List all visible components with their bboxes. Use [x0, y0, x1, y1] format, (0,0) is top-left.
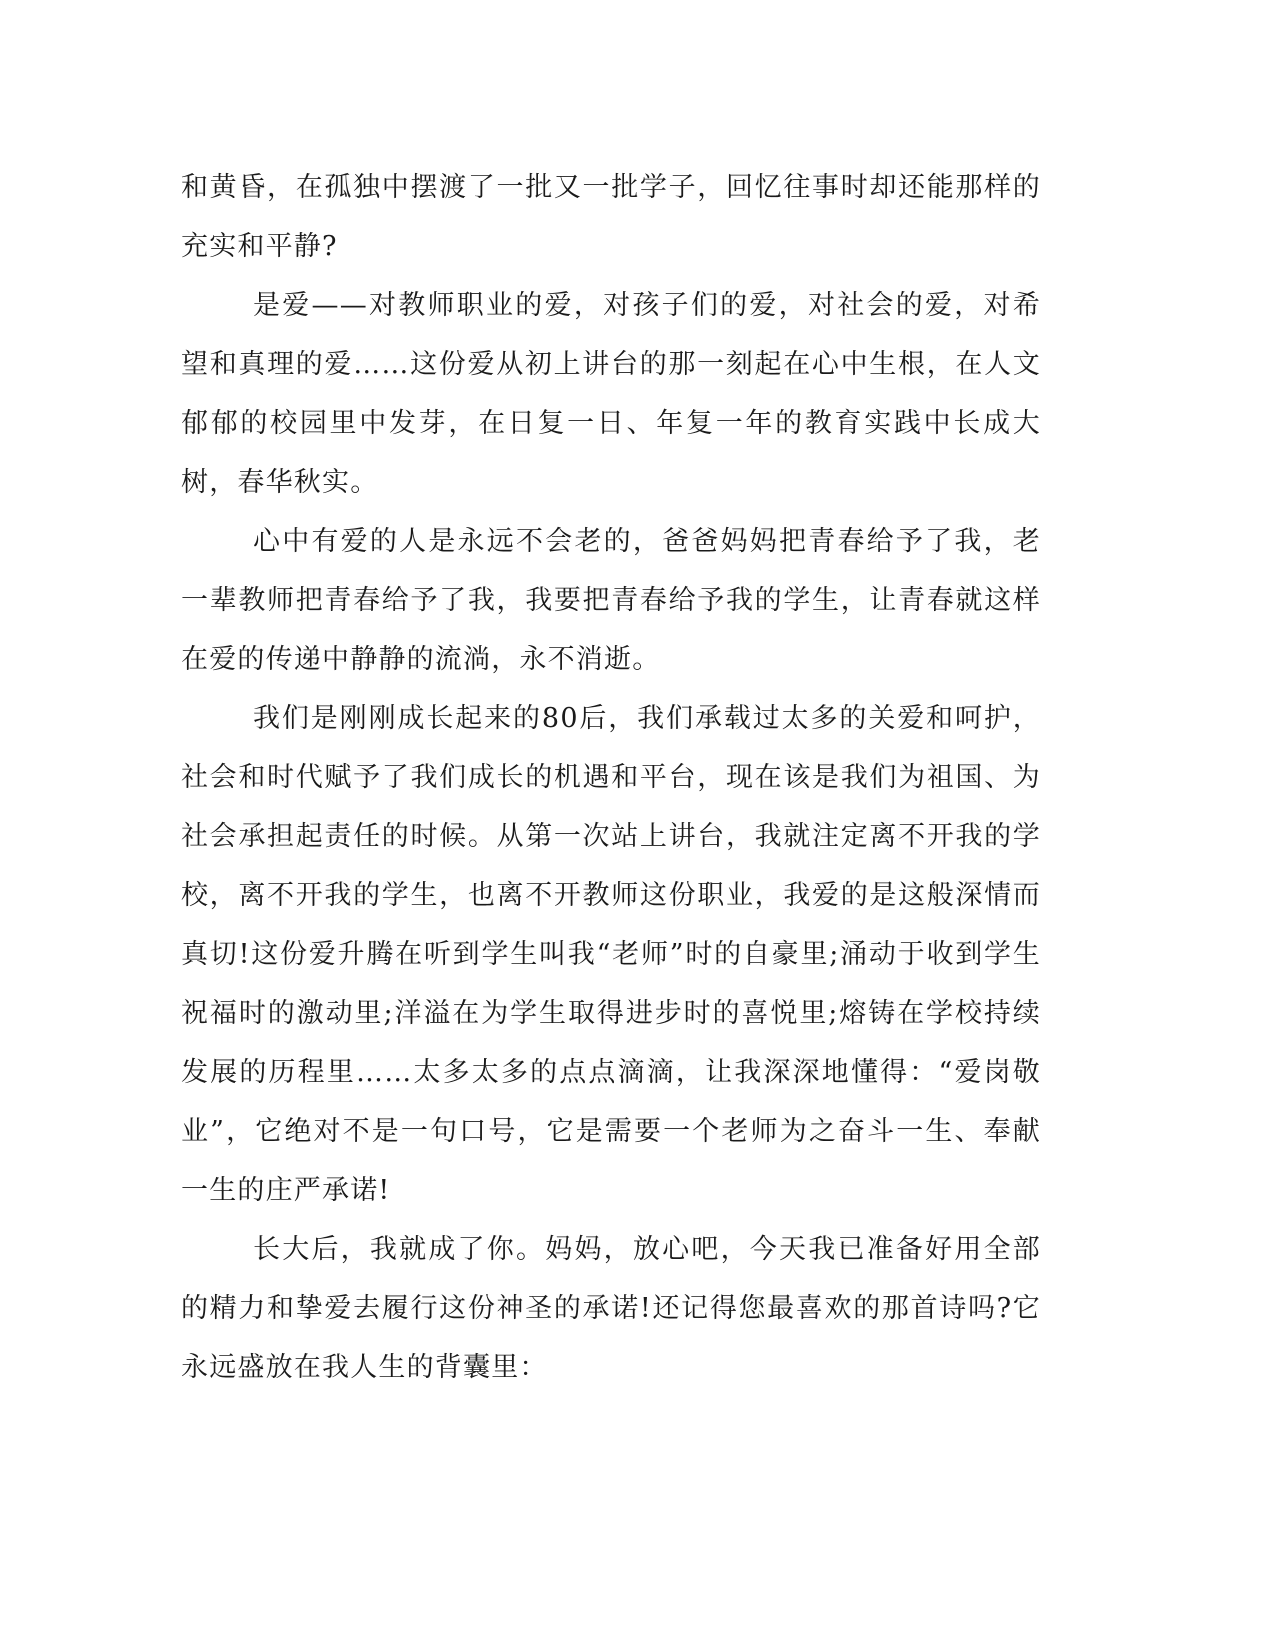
paragraph-3: 心中有爱的人是永远不会老的，爸爸妈妈把青春给予了我，老一辈教师把青春给予了我，我要把青春给予我的学生，让青春就这样在爱的传递中静静的流淌，永不消逝。 [181, 526, 1041, 675]
document-body [181, 158, 1041, 1397]
paragraph-4: 我们是刚刚成长起来的80后，我们承载过太多的关爱和呵护，社会和时代赋予了我们成长的机遇和平台，现在该是我们为祖国、为社会承担起责任的时候。从第一次站上讲台，我就注定离不开我的学校，离不开我的学生，也离不开教师这份职业，我爱的是这般深情而真切!这份爱升腾在听到学生叫我“老师”时的自豪里;涌动于收到学生祝福时的激动里;洋溢在为学生取得进步时的喜悦里;熔铸在学校持续发展的历程里……太多太多的点点滴滴，让我深深地懂得：“爱岗敬业”，它绝对不是一句口号，它是需要一个老师为之奋斗一生、奉献一生的庄严承诺! [181, 703, 1041, 1206]
paragraph-2: 是爱——对教师职业的爱，对孩子们的爱，对社会的爱，对希望和真理的爱……这份爱从初上讲台的那一刻起在心中生根，在人文郁郁的校园里中发芽，在日复一日、年复一年的教育实践中长成大树，春华秋实。 [181, 290, 1041, 498]
paragraph-1: 和黄昏，在孤独中摆渡了一批又一批学子，回忆往事时却还能那样的充实和平静? [181, 172, 1041, 262]
paragraph-5: 长大后，我就成了你。妈妈，放心吧，今天我已准备好用全部的精力和挚爱去履行这份神圣的承诺!还记得您最喜欢的那首诗吗?它永远盛放在我人生的背囊里： [181, 1234, 1041, 1383]
